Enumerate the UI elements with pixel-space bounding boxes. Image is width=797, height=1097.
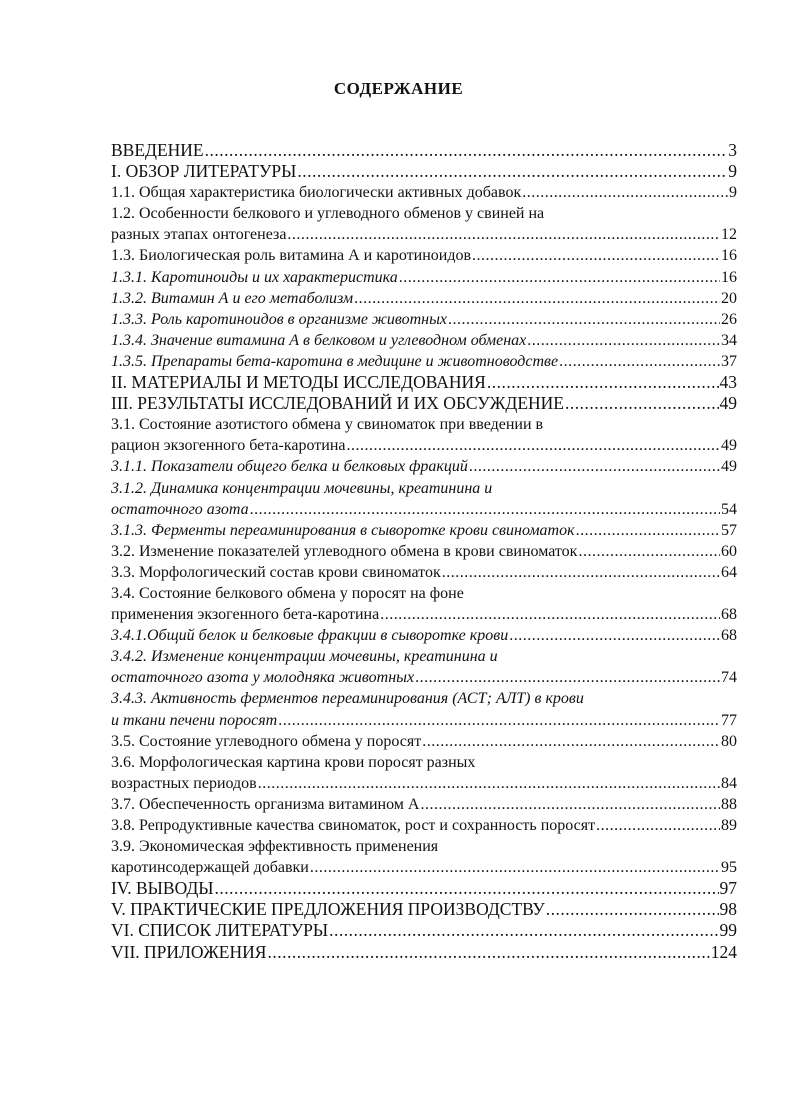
toc-entry-line xyxy=(111,878,737,899)
toc-entry[interactable] xyxy=(111,752,737,794)
toc-entry-page-number: 88 xyxy=(721,795,737,813)
toc-entry-page-number: 16 xyxy=(721,247,737,265)
toc-entry[interactable] xyxy=(111,541,737,562)
toc-entry-line xyxy=(111,731,737,752)
toc-entry-line xyxy=(111,710,737,731)
dot-leader xyxy=(287,224,720,245)
toc-entry[interactable] xyxy=(111,562,737,583)
dot-leader xyxy=(380,604,720,625)
toc-entry-line xyxy=(111,815,737,836)
dot-leader xyxy=(472,245,720,266)
page-title: СОДЕРЖАНИЕ xyxy=(333,79,464,98)
toc-entry-title: 1.3.3. Роль каротиноидов в организме животных xyxy=(111,310,447,328)
toc-entry-title-line: 3.4. Состояние белкового обмена у поросят на фоне xyxy=(111,584,464,602)
toc-entry-page-number: 34 xyxy=(721,331,737,349)
toc-entry-title: остаточного азота xyxy=(111,500,249,518)
toc-entry-page-number: 20 xyxy=(721,289,737,307)
toc-entry-title: 3.7. Обеспеченность организма витамином А xyxy=(111,795,420,813)
toc-entry-line xyxy=(111,267,737,288)
dot-leader xyxy=(469,456,720,477)
table-of-contents xyxy=(111,140,737,963)
toc-entry-line xyxy=(111,309,737,330)
dot-leader xyxy=(346,435,720,456)
toc-entry-title: 1.3. Биологическая роль витамина А и каротиноидов xyxy=(111,247,472,265)
dot-leader xyxy=(442,562,720,583)
toc-entry-title: ВВЕДЕНИЕ xyxy=(111,140,204,160)
toc-entry-line xyxy=(111,942,737,963)
toc-entry[interactable] xyxy=(111,330,737,351)
toc-entry-line xyxy=(111,667,737,688)
toc-entry-title: 3.3. Морфологический состав крови свиноматок xyxy=(111,563,441,581)
toc-entry[interactable] xyxy=(111,140,737,161)
toc-entry[interactable] xyxy=(111,688,737,730)
dot-leader xyxy=(509,625,720,646)
toc-entry-title-line: 3.4.2. Изменение концентрации мочевины, креатинина и xyxy=(111,648,498,666)
toc-entry-title-line: 3.1. Состояние азотистого обмена у свиноматок при введении в xyxy=(111,416,544,434)
toc-entry-line xyxy=(111,604,737,625)
toc-entry-line xyxy=(111,899,737,920)
toc-entry-title: каротинсодержащей добавки xyxy=(111,859,309,877)
toc-entry[interactable] xyxy=(111,625,737,646)
toc-entry-page-number: 3 xyxy=(728,140,737,160)
toc-entry-title: 3.1.3. Ферменты переаминирования в сыворотке крови свиноматок xyxy=(111,521,575,539)
toc-entry-page-number: 54 xyxy=(721,500,737,518)
toc-entry-line xyxy=(111,182,737,203)
toc-entry[interactable] xyxy=(111,836,737,878)
toc-entry[interactable] xyxy=(111,309,737,330)
toc-entry-title: 3.1.1. Показатели общего белка и белковых фракций xyxy=(111,458,468,476)
dot-leader xyxy=(448,309,720,330)
toc-entry[interactable] xyxy=(111,393,737,414)
toc-entry-title: применения экзогенного бета-каротина xyxy=(111,606,380,624)
toc-entry-title: 1.3.4. Значение витамина А в белковом и углеводном обменах xyxy=(111,331,527,349)
toc-entry[interactable] xyxy=(111,456,737,477)
toc-entry[interactable] xyxy=(111,267,737,288)
toc-entry-title: остаточного азота у молодняка животных xyxy=(111,669,415,687)
toc-entry-line xyxy=(111,920,737,941)
dot-leader xyxy=(546,899,719,920)
toc-entry-title: 1.3.5. Препараты бета-каротина в медицине и животноводстве xyxy=(111,352,559,370)
dot-leader xyxy=(267,942,709,963)
toc-entry-title: VI. СПИСОК ЛИТЕРАТУРЫ xyxy=(111,920,329,941)
toc-entry-line xyxy=(111,330,737,351)
toc-entry-line xyxy=(111,520,737,541)
dot-leader xyxy=(310,857,720,878)
toc-entry-page-number: 37 xyxy=(721,352,737,370)
toc-entry[interactable] xyxy=(111,520,737,541)
toc-entry-title: 1.3.1. Каротиноиды и их характеристика xyxy=(111,268,398,286)
dot-leader xyxy=(487,372,719,393)
toc-entry-line xyxy=(111,625,737,646)
toc-entry-title: VII. ПРИЛОЖЕНИЯ xyxy=(111,941,267,962)
toc-entry-line xyxy=(111,857,737,878)
toc-entry[interactable] xyxy=(111,372,737,393)
toc-entry-title-line: 3.1.2. Динамика концентрации мочевины, креатинина и xyxy=(111,479,493,497)
dot-leader xyxy=(278,710,720,731)
toc-entry-line xyxy=(111,794,737,815)
toc-entry-title-line: 3.9. Экономическая эффективность применения xyxy=(111,838,439,856)
toc-entry-page-number: 77 xyxy=(721,711,737,729)
toc-entry[interactable] xyxy=(111,920,737,941)
toc-entry-page-number: 9 xyxy=(728,161,737,182)
dot-leader xyxy=(250,499,720,520)
toc-entry-page-number: 99 xyxy=(719,920,737,941)
dot-leader xyxy=(354,288,720,309)
toc-entry-title: и ткани печени поросят xyxy=(111,711,278,729)
toc-entry[interactable] xyxy=(111,815,737,836)
toc-entry-title: рацион экзогенного бета-каротина xyxy=(111,437,346,455)
toc-entry-page-number: 49 xyxy=(721,458,737,476)
toc-entry-line xyxy=(111,541,737,562)
dot-leader xyxy=(422,731,720,752)
toc-entry-page-number: 60 xyxy=(721,542,737,560)
dot-leader xyxy=(399,267,720,288)
toc-entry-page-number: 16 xyxy=(721,268,737,286)
toc-entry-page-number: 26 xyxy=(721,310,737,328)
dot-leader xyxy=(215,878,719,899)
toc-entry[interactable] xyxy=(111,646,737,688)
toc-entry[interactable] xyxy=(111,731,737,752)
dot-leader xyxy=(329,920,718,941)
toc-entry-line xyxy=(111,140,737,161)
dot-leader xyxy=(565,393,719,414)
toc-entry-page-number: 9 xyxy=(729,184,737,202)
toc-entry-page-number: 49 xyxy=(721,437,737,455)
toc-entry-line xyxy=(111,161,737,182)
toc-entry-line xyxy=(111,372,737,393)
dot-leader xyxy=(559,351,720,372)
dot-leader xyxy=(527,330,720,351)
toc-entry-page-number: 12 xyxy=(721,226,737,244)
dot-leader xyxy=(415,667,720,688)
dot-leader xyxy=(522,182,728,203)
toc-entry-page-number: 89 xyxy=(721,817,737,834)
toc-entry-title: I. ОБЗОР ЛИТЕРАТУРЫ xyxy=(111,161,297,182)
toc-entry-title-line: 3.4.3. Активность ферментов переаминирования (АСТ; АЛТ) в крови xyxy=(111,690,584,708)
toc-entry[interactable] xyxy=(111,583,737,625)
toc-entry[interactable] xyxy=(111,182,737,203)
toc-entry-title: 3.4.1.Общий белок и белковые фракции в сыворотке крови xyxy=(111,627,509,645)
toc-entry-title: 1.1. Общая характеристика биологически активных добавок xyxy=(111,184,522,202)
toc-entry[interactable] xyxy=(111,414,737,456)
toc-entry-page-number: 43 xyxy=(719,372,737,393)
toc-entry[interactable] xyxy=(111,794,737,815)
dot-leader xyxy=(258,773,720,794)
toc-entry-page-number: 57 xyxy=(721,521,737,539)
toc-entry-page-number: 68 xyxy=(721,627,737,645)
toc-entry-page-number: 124 xyxy=(710,941,737,962)
toc-entry-page-number: 49 xyxy=(719,393,737,414)
toc-entry-title-line: 1.2. Особенности белкового и углеводного обменов у свиней на xyxy=(111,205,545,223)
toc-entry-title-line: 3.6. Морфологическая картина крови поросят разных xyxy=(111,753,476,771)
dot-leader xyxy=(297,161,727,182)
toc-entry-line xyxy=(111,224,737,245)
toc-entry-line xyxy=(111,245,737,266)
toc-entry-title: III. РЕЗУЛЬТАТЫ ИССЛЕДОВАНИЙ И ИХ ОБСУЖДЕНИЕ xyxy=(111,393,564,414)
toc-entry-line xyxy=(111,288,737,309)
toc-entry-page-number: 80 xyxy=(721,732,737,750)
toc-entry-page-number: 68 xyxy=(721,606,737,624)
toc-entry-page-number: 98 xyxy=(719,899,737,920)
dot-leader xyxy=(205,140,728,161)
toc-entry-title: II. МАТЕРИАЛЫ И МЕТОДЫ ИССЛЕДОВАНИЯ xyxy=(111,372,486,393)
toc-entry-title: 1.3.2. Витамин А и его метаболизм xyxy=(111,289,354,307)
toc-entry[interactable] xyxy=(111,161,737,182)
toc-entry[interactable] xyxy=(111,899,737,920)
dot-leader xyxy=(420,794,720,815)
toc-entry-title: разных этапах онтогенеза xyxy=(111,226,287,244)
toc-entry-page-number: 95 xyxy=(721,859,737,877)
dot-leader xyxy=(578,541,720,562)
toc-entry-title: возрастных периодов xyxy=(111,774,257,792)
toc-entry[interactable] xyxy=(111,351,737,372)
toc-entry[interactable] xyxy=(111,288,737,309)
toc-entry[interactable] xyxy=(111,878,737,899)
toc-entry-line xyxy=(111,351,737,372)
toc-entry-line xyxy=(111,562,737,583)
toc-entry[interactable] xyxy=(111,203,737,245)
dot-leader xyxy=(576,520,720,541)
toc-entry-line xyxy=(111,435,737,456)
toc-entry[interactable] xyxy=(111,245,737,266)
toc-entry-title: 3.8. Репродуктивные качества свиноматок, рост и сохранность поросят xyxy=(111,817,596,834)
toc-entry-line xyxy=(111,456,737,477)
toc-entry-line xyxy=(111,773,737,794)
toc-entry-page-number: 64 xyxy=(721,563,737,581)
toc-entry[interactable] xyxy=(111,942,737,963)
toc-entry-page-number: 84 xyxy=(721,774,737,792)
toc-entry-title: 3.2. Изменение показателей углеводного обмена в крови свиноматок xyxy=(111,542,578,560)
toc-entry-page-number: 97 xyxy=(719,878,737,899)
toc-entry-title: 3.5. Состояние углеводного обмена у поросят xyxy=(111,732,422,750)
toc-entry-page-number: 74 xyxy=(721,669,737,687)
toc-entry-line xyxy=(111,499,737,520)
toc-entry-title: V. ПРАКТИЧЕСКИЕ ПРЕДЛОЖЕНИЯ ПРОИЗВОДСТВУ xyxy=(111,899,545,920)
toc-entry[interactable] xyxy=(111,478,737,520)
dot-leader xyxy=(596,815,720,836)
toc-entry-title: IV. ВЫВОДЫ xyxy=(111,878,214,899)
toc-entry-line xyxy=(111,393,737,414)
